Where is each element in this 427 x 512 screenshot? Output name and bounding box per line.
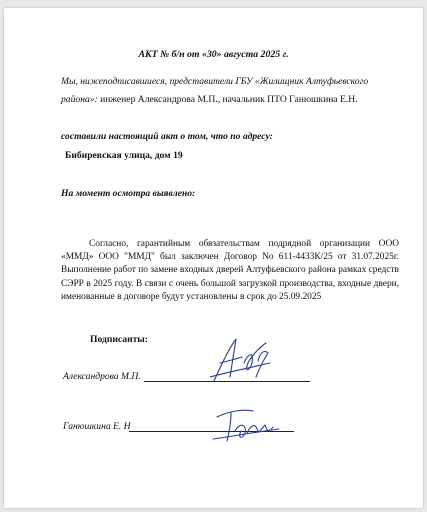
address: Бибиревская улица, дом 19 [65,150,183,161]
signature-1-image [204,333,274,388]
act-title: АКТ № б/н от «30» августа 2025 г. [138,49,289,60]
intro-line-2 [61,93,358,106]
intro-line-2-rest: инженер Александрова М.П., начальник ПТО Ганюшкина Е.Н. [97,94,358,105]
inspection-body-text: Согласно, гарантийным обязательствам подрядной организации ООО «ММД» ООО "ММД" был заключен Договор No 611-4433К/25 от 31.07.2025г. Выполнение работ по замене входных дверей Алтуфьевского района рамках средств СЭРР в 2025 году. В связи с очень большой загрузкой производства, входные двери, именованные в договоре будут установлены в срок до 25.09.2025 [61,239,399,302]
signatory-2-name: Ганюшкина Е. Н [63,421,131,432]
compiled-label: составили настоящий акт о том, что по адресу: [61,131,273,142]
signature-2-image [209,403,284,448]
signatures-heading: Подписанты: [90,334,148,345]
intro-line-2-italic: района»: [61,94,98,105]
signatory-1-name: Александрова М.П. [63,371,141,382]
inspection-label: На момент осмотра выявлено: [61,188,196,199]
intro-line-1: Мы, нижеподписавшиеся, представители ГБУ «Жилищник Алтуфьевского [61,76,369,87]
document-page [4,8,423,508]
